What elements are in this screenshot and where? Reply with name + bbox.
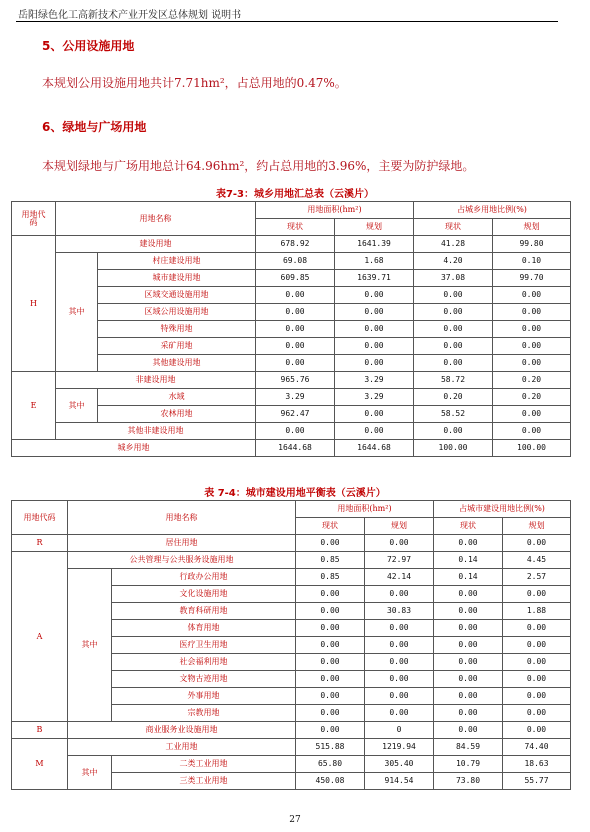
- value-current-area: 1644.68: [256, 440, 335, 457]
- value-planned-ratio: 0.00: [503, 637, 571, 654]
- value-planned-area: 0: [365, 722, 434, 739]
- value-planned-ratio: 0.00: [503, 586, 571, 603]
- value-planned-area: 0.00: [365, 620, 434, 637]
- value-current-ratio: 0.14: [434, 569, 503, 586]
- table-row: [12, 389, 571, 406]
- value-current-area: 0.00: [296, 603, 365, 620]
- row-name: 村庄建设用地: [98, 253, 256, 270]
- value-current-area: 0.00: [296, 688, 365, 705]
- value-current-ratio: 58.72: [414, 372, 493, 389]
- row-name: 二类工业用地: [112, 756, 296, 773]
- value-planned-ratio: 2.57: [503, 569, 571, 586]
- value-planned-area: 0.00: [335, 287, 414, 304]
- value-planned-area: 0.00: [335, 423, 414, 440]
- table-7-3: [11, 201, 571, 457]
- row-name: 特殊用地: [98, 321, 256, 338]
- value-planned-area: 1.68: [335, 253, 414, 270]
- value-planned-area: 0.00: [335, 321, 414, 338]
- table-7-4-caption: 表 7-4：城市建设用地平衡表（云溪片）: [204, 488, 386, 499]
- table-7-3-caption: 表7-3：城乡用地汇总表（云溪片）: [215, 189, 375, 200]
- table-row: [12, 535, 571, 552]
- row-name: 居住用地: [68, 535, 296, 552]
- row-name: 文化设施用地: [112, 586, 296, 603]
- value-planned-ratio: 99.80: [493, 236, 571, 253]
- value-planned-ratio: 55.77: [503, 773, 571, 790]
- value-current-area: 0.85: [296, 552, 365, 569]
- row-name: 文物古迹用地: [112, 671, 296, 688]
- value-planned-area: 0.00: [365, 586, 434, 603]
- value-current-area: 609.85: [256, 270, 335, 287]
- value-current-ratio: 0.00: [434, 603, 503, 620]
- value-current-area: 0.00: [256, 304, 335, 321]
- table-row: [12, 756, 571, 773]
- page-number: 27: [289, 815, 301, 825]
- row-name: 其他非建设用地: [56, 423, 256, 440]
- value-planned-ratio: 100.00: [493, 440, 571, 457]
- col-header-planned: 规划: [365, 518, 434, 535]
- value-planned-ratio: 99.70: [493, 270, 571, 287]
- value-planned-ratio: 0.00: [493, 406, 571, 423]
- value-planned-area: 1639.71: [335, 270, 414, 287]
- col-header-current: 现状: [296, 518, 365, 535]
- land-code: E: [12, 372, 56, 440]
- value-planned-area: 3.29: [335, 389, 414, 406]
- header-rule: [16, 21, 558, 22]
- row-name: 城乡用地: [12, 440, 256, 457]
- value-current-ratio: 0.00: [414, 423, 493, 440]
- land-code: H: [12, 236, 56, 372]
- value-current-area: 450.08: [296, 773, 365, 790]
- col-header-ratio: 占城乡用地比例(%): [414, 202, 571, 219]
- land-code: B: [12, 722, 68, 739]
- table-row: [12, 423, 571, 440]
- value-planned-ratio: 0.00: [493, 423, 571, 440]
- value-current-ratio: 0.00: [434, 620, 503, 637]
- table-row: [12, 372, 571, 389]
- value-planned-area: 0.00: [365, 688, 434, 705]
- col-header-planned: 规划: [503, 518, 571, 535]
- value-planned-ratio: 18.63: [503, 756, 571, 773]
- col-header-area: 用地面积(hm²): [296, 501, 434, 518]
- value-planned-ratio: 0.10: [493, 253, 571, 270]
- value-current-area: 515.88: [296, 739, 365, 756]
- value-current-area: 0.00: [296, 654, 365, 671]
- row-name: 体育用地: [112, 620, 296, 637]
- value-current-area: 0.00: [296, 637, 365, 654]
- value-current-ratio: 84.59: [434, 739, 503, 756]
- section-5-paragraph: 本规划公用设施用地共计7.71hm²，占总用地的0.47%。: [42, 76, 347, 90]
- value-current-area: 0.00: [256, 355, 335, 372]
- table-row: [12, 236, 571, 253]
- value-planned-area: 72.97: [365, 552, 434, 569]
- row-name: 三类工业用地: [112, 773, 296, 790]
- value-current-ratio: 0.14: [434, 552, 503, 569]
- value-planned-area: 0.00: [365, 637, 434, 654]
- land-code: A: [12, 552, 68, 722]
- value-planned-ratio: 0.20: [493, 389, 571, 406]
- land-code: R: [12, 535, 68, 552]
- value-current-ratio: 10.79: [434, 756, 503, 773]
- col-header-current: 现状: [256, 219, 335, 236]
- value-planned-ratio: 0.00: [503, 535, 571, 552]
- col-header-planned: 规划: [493, 219, 571, 236]
- section-6-paragraph: 本规划绿地与广场用地总计64.96hm²，约占总用地的3.96%，主要为防护绿地。: [42, 159, 475, 173]
- value-current-area: 0.00: [296, 722, 365, 739]
- row-name: 区域交通设施用地: [98, 287, 256, 304]
- value-current-area: 962.47: [256, 406, 335, 423]
- row-name: 外事用地: [112, 688, 296, 705]
- value-current-ratio: 0.00: [434, 535, 503, 552]
- value-planned-ratio: 0.00: [493, 304, 571, 321]
- col-header-current: 现状: [414, 219, 493, 236]
- value-current-area: 678.92: [256, 236, 335, 253]
- col-header-ratio: 占城市建设用地比例(%): [434, 501, 571, 518]
- row-name: 城市建设用地: [98, 270, 256, 287]
- value-current-area: 0.00: [256, 287, 335, 304]
- value-current-ratio: 0.00: [434, 637, 503, 654]
- row-name: 区域公用设施用地: [98, 304, 256, 321]
- value-current-area: 65.80: [296, 756, 365, 773]
- value-current-ratio: 0.00: [414, 287, 493, 304]
- value-current-ratio: 0.20: [414, 389, 493, 406]
- row-name: 工业用地: [68, 739, 296, 756]
- section-5-heading: 5、公用设施用地: [42, 39, 135, 53]
- row-name: 商业服务业设施用地: [68, 722, 296, 739]
- row-name: 公共管理与公共服务设施用地: [68, 552, 296, 569]
- row-name: 医疗卫生用地: [112, 637, 296, 654]
- value-current-ratio: 4.20: [414, 253, 493, 270]
- table-row-total: [12, 440, 571, 457]
- value-planned-ratio: 4.45: [503, 552, 571, 569]
- value-planned-ratio: 74.40: [503, 739, 571, 756]
- value-current-area: 0.00: [296, 586, 365, 603]
- col-header-name: 用地名称: [56, 202, 256, 236]
- document-header: 岳阳绿色化工高新技术产业开发区总体规划 说明书: [18, 10, 242, 21]
- value-planned-ratio: 0.00: [503, 722, 571, 739]
- col-header-name: 用地名称: [68, 501, 296, 535]
- value-planned-area: 0.00: [335, 304, 414, 321]
- row-name: 采矿用地: [98, 338, 256, 355]
- value-planned-area: 0.00: [335, 355, 414, 372]
- value-planned-ratio: 0.00: [503, 671, 571, 688]
- table-row: [12, 569, 571, 586]
- value-current-ratio: 0.00: [414, 304, 493, 321]
- table-row: [12, 739, 571, 756]
- value-current-area: 0.00: [256, 321, 335, 338]
- value-current-ratio: 0.00: [414, 338, 493, 355]
- value-planned-ratio: 0.00: [493, 338, 571, 355]
- value-planned-area: 305.40: [365, 756, 434, 773]
- row-name: 行政办公用地: [112, 569, 296, 586]
- value-current-area: 0.00: [296, 535, 365, 552]
- value-planned-area: 1219.94: [365, 739, 434, 756]
- value-current-ratio: 0.00: [434, 586, 503, 603]
- value-current-ratio: 0.00: [434, 671, 503, 688]
- value-current-ratio: 0.00: [434, 654, 503, 671]
- value-current-ratio: 0.00: [414, 355, 493, 372]
- col-header-current: 现状: [434, 518, 503, 535]
- value-current-ratio: 41.28: [414, 236, 493, 253]
- value-current-ratio: 100.00: [414, 440, 493, 457]
- value-planned-area: 1641.39: [335, 236, 414, 253]
- row-name: 建设用地: [56, 236, 256, 253]
- value-planned-area: 1644.68: [335, 440, 414, 457]
- value-planned-ratio: 0.00: [503, 688, 571, 705]
- qizhong-label: 其中: [56, 389, 98, 423]
- row-name: 其他建设用地: [98, 355, 256, 372]
- value-planned-area: 0.00: [335, 406, 414, 423]
- row-name: 教育科研用地: [112, 603, 296, 620]
- value-current-area: 69.08: [256, 253, 335, 270]
- table-row: [12, 253, 571, 270]
- value-planned-area: 3.29: [335, 372, 414, 389]
- value-planned-ratio: 0.20: [493, 372, 571, 389]
- value-planned-ratio: 0.00: [493, 321, 571, 338]
- value-current-area: 0.00: [296, 620, 365, 637]
- row-name: 宗教用地: [112, 705, 296, 722]
- row-name: 社会福利用地: [112, 654, 296, 671]
- value-current-area: 0.85: [296, 569, 365, 586]
- value-current-ratio: 37.08: [414, 270, 493, 287]
- value-current-ratio: 0.00: [414, 321, 493, 338]
- value-planned-ratio: 0.00: [503, 705, 571, 722]
- value-planned-area: 0.00: [365, 654, 434, 671]
- table-7-4: [11, 500, 571, 790]
- value-planned-ratio: 0.00: [493, 287, 571, 304]
- qizhong-label: 其中: [56, 253, 98, 372]
- value-current-area: 0.00: [256, 423, 335, 440]
- value-planned-ratio: 0.00: [503, 654, 571, 671]
- col-header-area: 用地面积(hm²): [256, 202, 414, 219]
- value-planned-area: 0.00: [335, 338, 414, 355]
- value-current-ratio: 73.80: [434, 773, 503, 790]
- value-planned-ratio: 1.88: [503, 603, 571, 620]
- value-current-area: 0.00: [296, 671, 365, 688]
- value-planned-area: 914.54: [365, 773, 434, 790]
- row-name: 非建设用地: [56, 372, 256, 389]
- value-current-ratio: 0.00: [434, 722, 503, 739]
- value-current-ratio: 0.00: [434, 688, 503, 705]
- col-header-code: 用地代码: [12, 202, 56, 236]
- qizhong-label: 其中: [68, 569, 112, 722]
- row-name: 水域: [98, 389, 256, 406]
- table-row: [12, 722, 571, 739]
- land-code: M: [12, 739, 68, 790]
- value-current-area: 3.29: [256, 389, 335, 406]
- section-6-heading: 6、绿地与广场用地: [42, 120, 147, 134]
- col-header-planned: 规划: [335, 219, 414, 236]
- value-current-ratio: 0.00: [434, 705, 503, 722]
- value-planned-ratio: 0.00: [493, 355, 571, 372]
- qizhong-label: 其中: [68, 756, 112, 790]
- col-header-code: 用地代码: [12, 501, 68, 535]
- value-current-area: 0.00: [296, 705, 365, 722]
- value-planned-area: 30.83: [365, 603, 434, 620]
- row-name: 农林用地: [98, 406, 256, 423]
- value-planned-area: 0.00: [365, 705, 434, 722]
- value-planned-area: 42.14: [365, 569, 434, 586]
- value-current-ratio: 58.52: [414, 406, 493, 423]
- value-current-area: 0.00: [256, 338, 335, 355]
- value-planned-area: 0.00: [365, 671, 434, 688]
- value-current-area: 965.76: [256, 372, 335, 389]
- value-planned-area: 0.00: [365, 535, 434, 552]
- value-planned-ratio: 0.00: [503, 620, 571, 637]
- table-row: [12, 552, 571, 569]
